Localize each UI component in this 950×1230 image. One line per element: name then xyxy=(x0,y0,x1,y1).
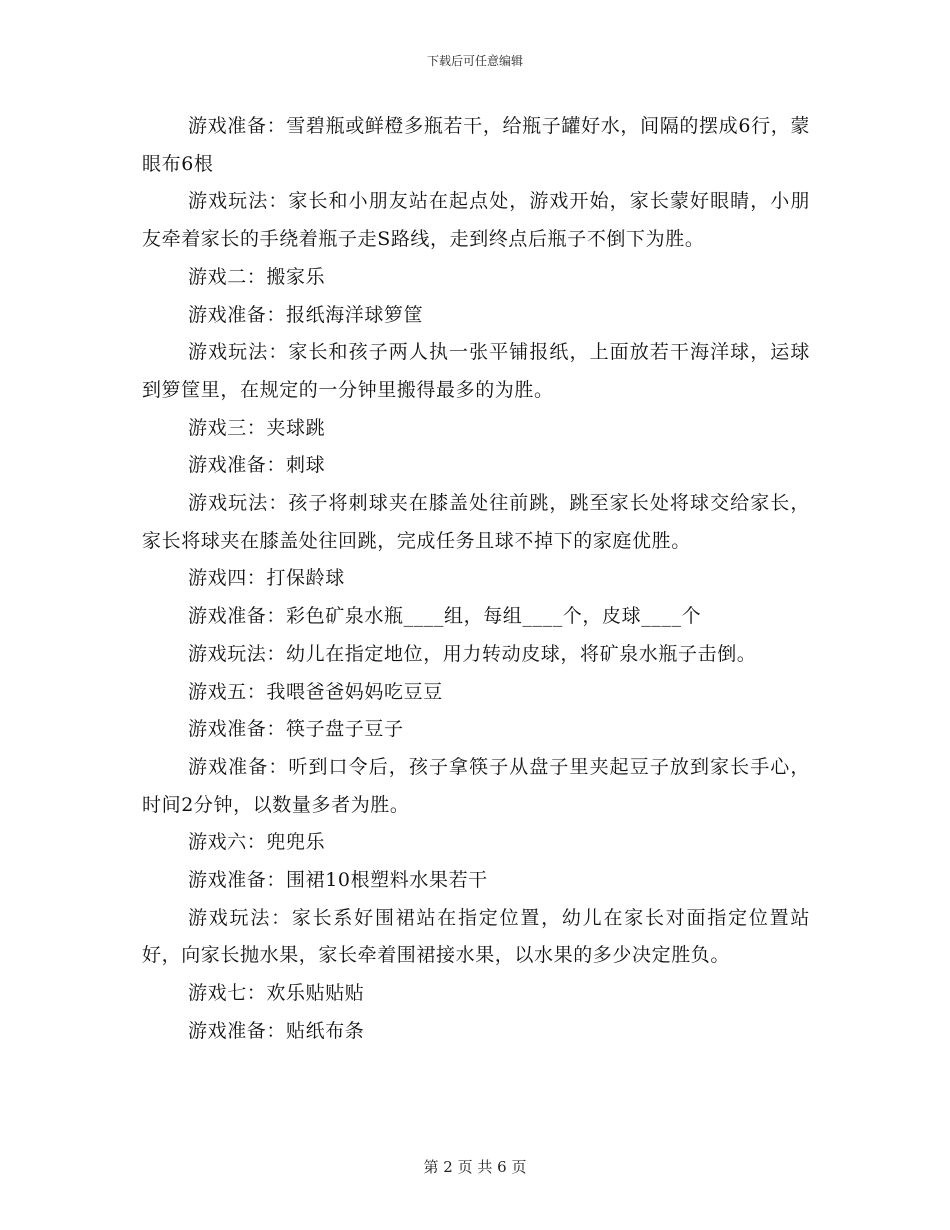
section-heading: 游戏二：搬家乐 xyxy=(188,265,326,288)
page-footer: 第 2 页 共 6 页 xyxy=(423,1158,527,1176)
section-heading: 游戏三：夹球跳 xyxy=(188,416,326,439)
paragraph: 游戏准备：围裙10根塑料水果若干 xyxy=(188,869,488,892)
paragraph: 游戏准备：听到口令后，孩子拿筷子从盘子里夹起豆子放到家长手心，时间2分钟，以数量多者为胜。 xyxy=(142,755,810,816)
paragraph: 游戏玩法：家长和孩子两人执一张平铺报纸，上面放若干海洋球，运球到箩筐里，在规定的一分钟里搬得最多的为胜。 xyxy=(142,341,810,401)
section-heading: 游戏六：兜兜乐 xyxy=(188,831,326,854)
section-heading: 游戏五：我喂爸爸妈妈吃豆豆 xyxy=(188,680,443,703)
page-header: 下载后可任意编辑 xyxy=(426,54,523,68)
section-heading: 游戏七：欢乐贴贴贴 xyxy=(188,982,365,1005)
section-heading: 游戏四：打保龄球 xyxy=(188,567,345,590)
paragraph: 游戏玩法：孩子将刺球夹在膝盖处往前跳，跳至家长处将球交给家长，家长将球夹在膝盖处往回跳，完成任务且球不掉下的家庭优胜。 xyxy=(142,492,810,552)
document-body xyxy=(142,108,810,1051)
paragraph: 游戏准备：雪碧瓶或鲜橙多瓶若干，给瓶子罐好水，间隔的摆成6行，蒙眼布6根 xyxy=(142,115,810,175)
paragraph: 游戏准备：报纸海洋球箩筐 xyxy=(188,303,424,326)
paragraph: 游戏准备：贴纸布条 xyxy=(188,1019,365,1042)
paragraph: 游戏玩法：家长和小朋友站在起点处，游戏开始，家长蒙好眼睛，小朋友牵着家长的手绕着瓶子走S路线，走到终点后瓶子不倒下为胜。 xyxy=(142,190,810,251)
paragraph: 游戏准备：彩色矿泉水瓶____组，每组____个，皮球____个 xyxy=(188,605,702,628)
paragraph: 游戏准备：筷子盘子豆子 xyxy=(188,718,404,741)
paragraph: 游戏玩法：家长系好围裙站在指定位置，幼儿在家长对面指定位置站好，向家长抛水果，家长牵着围裙接水果，以水果的多少决定胜负。 xyxy=(142,906,810,967)
paragraph: 游戏准备：刺球 xyxy=(188,454,326,477)
paragraph: 游戏玩法：幼儿在指定地位，用力转动皮球，将矿泉水瓶子击倒。 xyxy=(188,642,757,665)
